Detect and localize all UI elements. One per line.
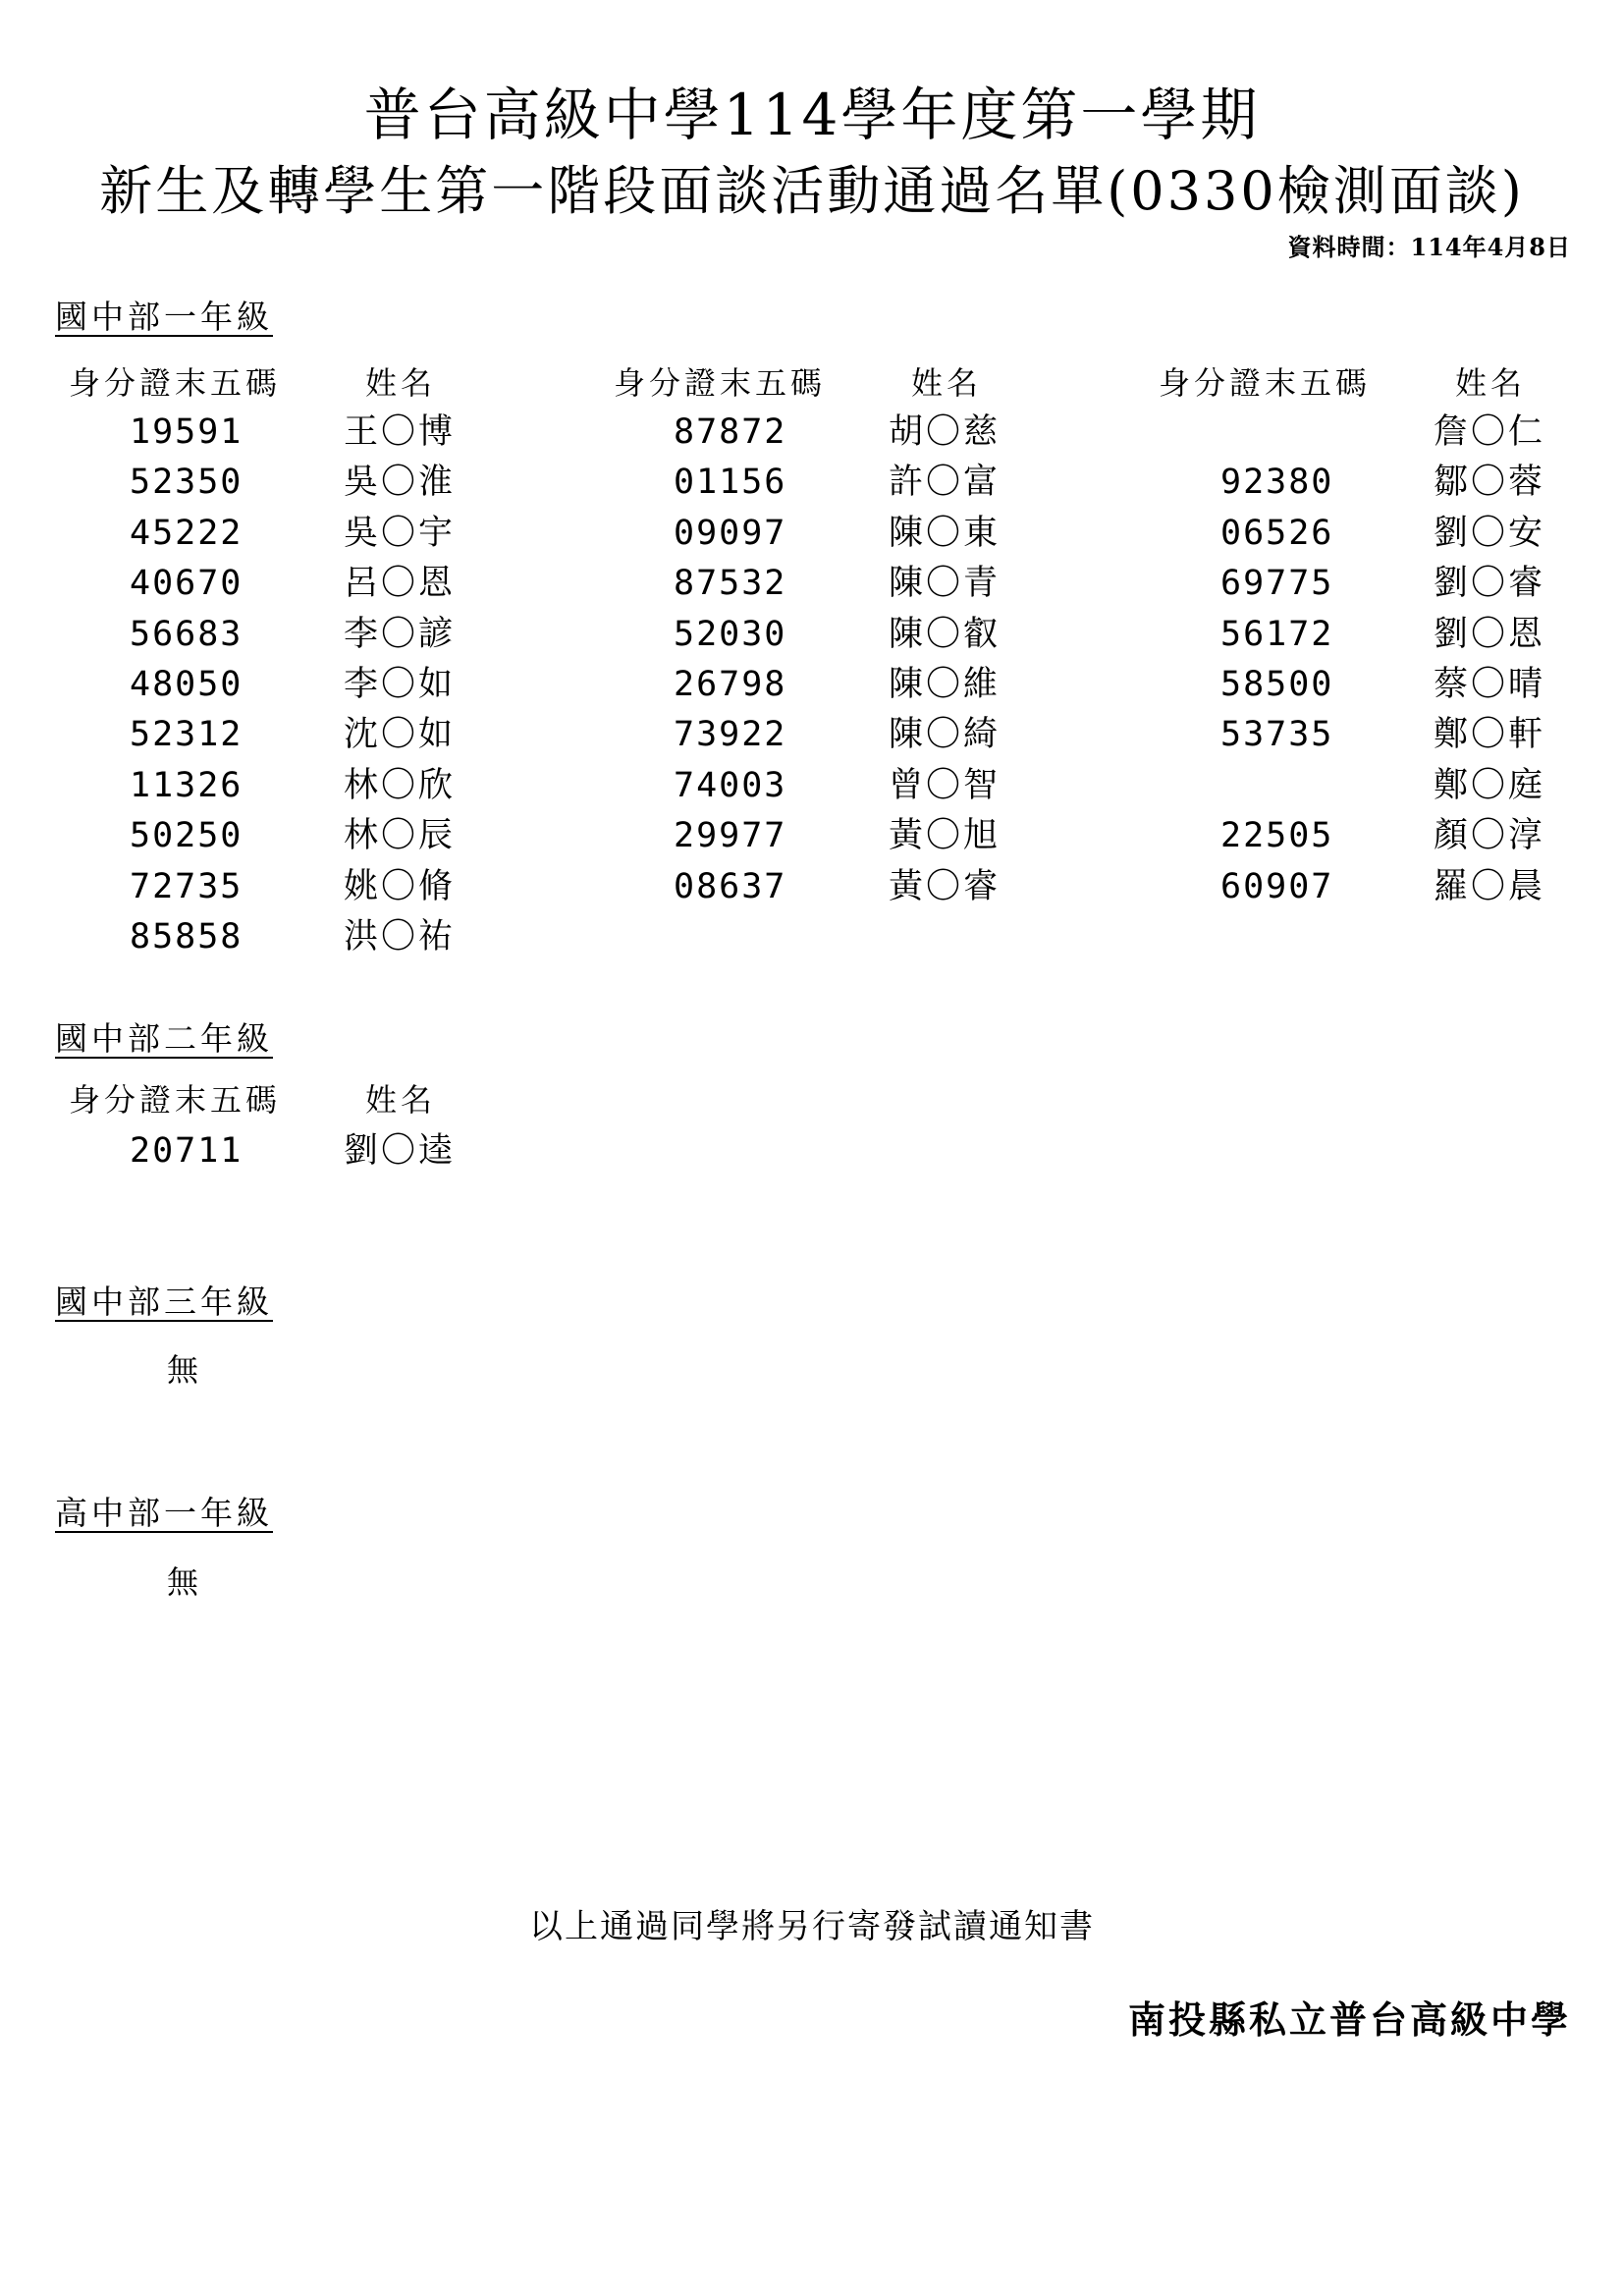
student-id: 74003	[674, 765, 787, 805]
student-id: 09097	[674, 513, 787, 553]
student-name: 鄭〇軒	[1434, 715, 1546, 755]
student-name: 林〇辰	[344, 816, 457, 856]
student-id: 52350	[130, 463, 244, 503]
student-id: 01156	[674, 463, 787, 503]
student-id: 72735	[130, 866, 244, 906]
student-name: 黃〇旭	[889, 816, 1001, 856]
notice-text: 以上通過同學將另行寄發試讀通知書	[529, 1907, 1095, 1946]
column-header-id: 身分證末五碼	[614, 364, 827, 402]
student-id: 73922	[674, 715, 787, 755]
student-id: 19591	[130, 412, 244, 452]
student-id: 60907	[1220, 866, 1334, 906]
student-name: 黃〇睿	[889, 866, 1001, 906]
section-title-jh2: 國中部二年級	[55, 1019, 273, 1058]
student-name: 呂〇恩	[344, 564, 457, 604]
student-id: 56683	[130, 614, 244, 654]
student-id: 06526	[1220, 513, 1334, 553]
student-id: 29977	[674, 816, 787, 856]
data-timestamp: 資料時間：114年4月8日	[1287, 233, 1571, 261]
student-name: 劉〇睿	[1434, 564, 1546, 604]
student-name: 詹〇仁	[1434, 412, 1546, 452]
student-id: 20711	[130, 1131, 244, 1171]
student-name: 陳〇綺	[889, 715, 1001, 755]
column-header-id: 身分證末五碼	[69, 1081, 282, 1119]
student-name: 羅〇晨	[1434, 866, 1546, 906]
student-id: 52312	[130, 715, 244, 755]
section-title-jh3: 國中部三年級	[55, 1283, 273, 1321]
student-name: 劉〇安	[1434, 513, 1546, 553]
column-header-id: 身分證末五碼	[69, 364, 282, 402]
student-id: 92380	[1220, 463, 1334, 503]
student-name: 胡〇慈	[889, 412, 1001, 452]
student-name: 鄭〇庭	[1434, 765, 1546, 805]
student-name: 陳〇青	[889, 564, 1001, 604]
student-id: 22505	[1220, 816, 1334, 856]
student-id: 11326	[130, 765, 244, 805]
student-name: 吳〇宇	[344, 513, 457, 553]
student-id: 26798	[674, 665, 787, 704]
student-name: 顏〇淳	[1434, 816, 1546, 856]
student-id: 08637	[674, 866, 787, 906]
column-header-name: 姓名	[911, 364, 983, 402]
student-id: 53735	[1220, 715, 1334, 755]
student-name: 李〇諺	[344, 614, 457, 654]
student-name: 姚〇脩	[344, 866, 457, 906]
page-title: 普台高級中學114學年度第一學期	[363, 82, 1261, 148]
column-header-name: 姓名	[365, 364, 437, 402]
student-name: 陳〇東	[889, 513, 1001, 553]
student-name: 曾〇智	[889, 765, 1001, 805]
school-signature: 南投縣私立普台高級中學	[1127, 1997, 1571, 2042]
student-id: 69775	[1220, 564, 1334, 604]
no-students-text: 無	[167, 1351, 199, 1389]
student-name: 陳〇維	[889, 665, 1001, 704]
student-name: 劉〇恩	[1434, 614, 1546, 654]
student-name: 王〇博	[344, 412, 457, 452]
student-id: 85858	[130, 917, 244, 957]
student-id: 87532	[674, 564, 787, 604]
column-header-id: 身分證末五碼	[1159, 364, 1372, 402]
student-name: 蔡〇晴	[1434, 665, 1546, 704]
student-id: 56172	[1220, 614, 1334, 654]
student-name: 許〇富	[889, 463, 1001, 503]
student-id: 40670	[130, 564, 244, 604]
student-name: 鄒〇蓉	[1434, 463, 1546, 503]
student-name: 劉〇逵	[344, 1131, 457, 1171]
column-header-name: 姓名	[365, 1081, 437, 1119]
student-name: 沈〇如	[344, 715, 457, 755]
no-students-text: 無	[167, 1563, 199, 1601]
column-header-name: 姓名	[1455, 364, 1527, 402]
student-id: 45222	[130, 513, 244, 553]
student-id: 48050	[130, 665, 244, 704]
section-title-sh1: 高中部一年級	[55, 1494, 273, 1532]
student-name: 陳〇叡	[889, 614, 1001, 654]
student-name: 林〇欣	[344, 765, 457, 805]
student-name: 洪〇祐	[344, 917, 457, 957]
student-id: 50250	[130, 816, 244, 856]
section-title-jh1: 國中部一年級	[55, 298, 273, 336]
student-id: 52030	[674, 614, 787, 654]
student-name: 李〇如	[344, 665, 457, 704]
page-subtitle: 新生及轉學生第一階段面談活動通過名單(0330檢測面談)	[99, 160, 1525, 222]
student-name: 吳〇淮	[344, 463, 457, 503]
student-id: 58500	[1220, 665, 1334, 704]
student-id: 87872	[674, 412, 787, 452]
